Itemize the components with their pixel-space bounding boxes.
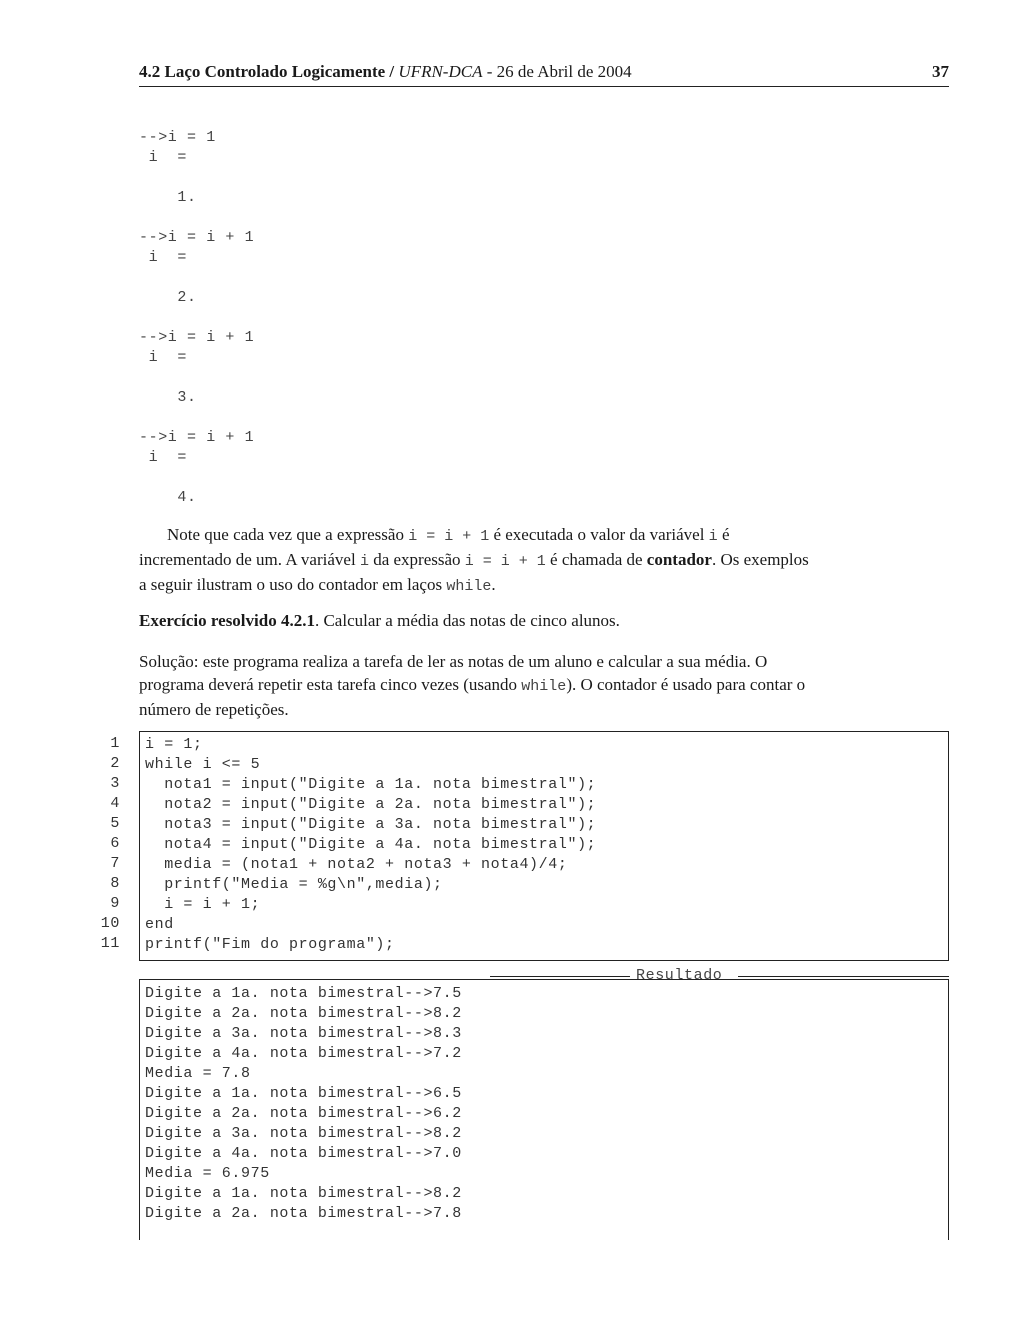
line-number: 3: [110, 775, 120, 792]
page-header: [139, 60, 949, 87]
code-line: media = (nota1 + nota2 + nota3 + nota4)/4;: [145, 856, 568, 873]
code-line: end: [145, 916, 174, 933]
console-session: -->i = 1 i = 1. -->i = i + 1 i = 2. -->i = i + 1 i = 3. -->i = i + 1 i = 4.: [139, 129, 255, 506]
result-title: Resultado: [636, 967, 723, 984]
line-number: 7: [110, 855, 120, 872]
output-line: Digite a 3a. nota bimestral-->8.2: [145, 1125, 462, 1142]
code-line: printf("Fim do programa");: [145, 936, 395, 953]
line-number: 8: [110, 875, 120, 892]
output-line: Digite a 2a. nota bimestral-->6.2: [145, 1105, 462, 1122]
solution-paragraph: Solução: este programa realiza a tarefa de ler as notas de um aluno e calcular a sua média. O programa deverá repetir esta tarefa cinco vezes (usando while). O contador é usado para contar o número de repetições.: [139, 652, 806, 719]
result-output: [139, 979, 949, 1240]
line-number: 5: [110, 815, 120, 832]
line-number: 2: [110, 755, 120, 772]
exercise-text: . Calcular a média das notas de cinco alunos.: [314, 611, 620, 630]
exercise-statement: [139, 609, 819, 632]
code-line: nota4 = input("Digite a 4a. nota bimestral");: [145, 836, 597, 853]
header-title: [139, 62, 632, 82]
header-date: - 26 de Abril de 2004: [482, 62, 632, 81]
output-line: Digite a 4a. nota bimestral-->7.2: [145, 1045, 462, 1062]
output-line: Media = 7.8: [145, 1065, 251, 1082]
code-listing: [139, 731, 949, 961]
output-line: Digite a 3a. nota bimestral-->8.3: [145, 1025, 462, 1042]
line-numbers: [90, 734, 120, 954]
code-line: nota2 = input("Digite a 2a. nota bimestral");: [145, 796, 597, 813]
title-rule-right: [738, 976, 949, 977]
inline-code: i = i + 1: [408, 528, 490, 545]
code-line: nota1 = input("Digite a 1a. nota bimestral");: [145, 776, 597, 793]
line-number: 10: [100, 915, 120, 932]
code-line: i = i + 1;: [145, 896, 261, 913]
result-lines: [145, 984, 462, 1224]
output-line: Digite a 1a. nota bimestral-->7.5: [145, 985, 462, 1002]
line-number: 4: [110, 795, 120, 812]
code-line: nota3 = input("Digite a 3a. nota bimestral");: [145, 816, 597, 833]
header-section: 4.2 Laço Controlado Logicamente /: [139, 62, 395, 81]
page-number: 37: [932, 62, 949, 81]
code-line: i = 1;: [145, 736, 203, 753]
output-line: Media = 6.975: [145, 1165, 270, 1182]
header-source: UFRN-DCA: [398, 62, 483, 81]
title-rule-left: [490, 976, 630, 977]
output-line: Digite a 2a. nota bimestral-->8.2: [145, 1005, 462, 1022]
code-line: while i <= 5: [145, 756, 261, 773]
term-contador: contador: [646, 550, 712, 569]
output-line: Digite a 2a. nota bimestral-->7.8: [145, 1205, 462, 1222]
line-number: 9: [110, 895, 120, 912]
line-number: 6: [110, 835, 120, 852]
output-line: Digite a 1a. nota bimestral-->6.5: [145, 1085, 462, 1102]
output-line: Digite a 1a. nota bimestral-->8.2: [145, 1185, 462, 1202]
exercise-label: Exercício resolvido 4.2.1: [139, 611, 315, 630]
line-number: 1: [110, 735, 120, 752]
inline-code: i: [708, 528, 718, 545]
output-line: Digite a 4a. nota bimestral-->7.0: [145, 1145, 462, 1162]
line-number: 11: [100, 935, 120, 952]
code-lines: [145, 735, 596, 955]
code-line: printf("Media = %g\n",media);: [145, 876, 443, 893]
inline-code: i = i + 1: [464, 553, 546, 570]
inline-code: while: [446, 578, 492, 595]
inline-code: i: [359, 553, 369, 570]
paragraph-counter-explanation: Note que cada vez que a expressão i = i + 1 é executada o valor da variável i é incrementado de um. A variável i da expressão i = i + 1 é chamada de contador. Os exemplos a seguir ilustram o uso do contador em laços while.: [139, 525, 809, 595]
inline-code: while: [521, 678, 567, 695]
